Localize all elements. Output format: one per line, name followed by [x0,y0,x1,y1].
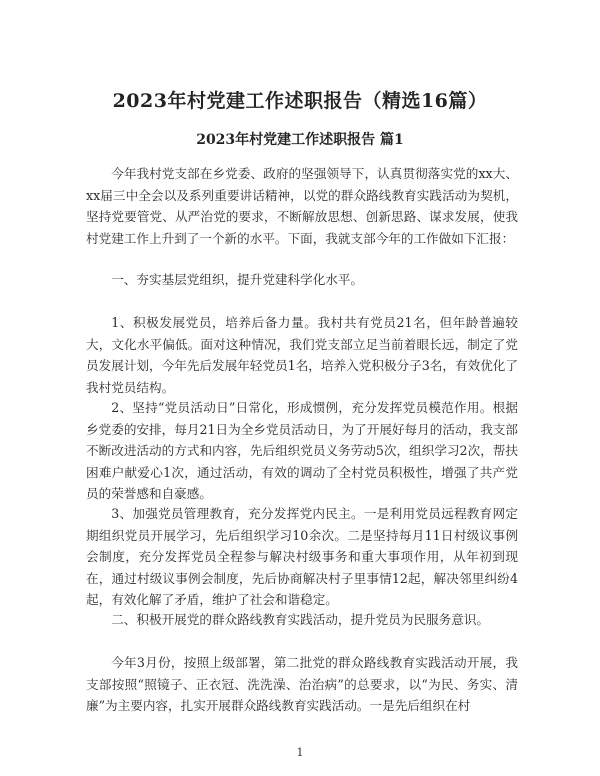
paragraph-march: 今年3月份，按照上级部署，第二批党的群众路线教育实践活动开展，我支部按照“照镜子、正衣冠、洗洗澡、治治病”的总要求，以“为民、务实、清廉”为主要内容，扎实开展群众路线教育实践活动。一是先后组织在村 [86,655,518,713]
page-number: 1 [296,746,304,759]
paragraph-item-3: 3、加强党员管理教育，充分发挥党内民主。一是利用党员远程教育网定期组织党员开展学习，先后组织学习10余次。二是坚持每月11日村级议事例会制度，充分发挥党员全程参与解决村级事务和重大事项作用，从年初到现在，通过村级议事例会制度，先后协商解决村子里事情12起，解决邻里纠纷4起，有效化解了矛盾，维护了社会和谐稳定。 [86,506,518,607]
paragraph-item-1: 1、积极发展党员，培养后备力量。我村共有党员21名，但年龄普遍较大，文化水平偏低。面对这种情况，我们党支部立足当前着眼长远，制定了党员发展计划，今年先后发展年轻党员1名，培养入党积极分子3名，有效优化了我村党员结构。 [86,315,518,395]
document-title: 2023年村党建工作述职报告（精选16篇） [112,90,488,112]
paragraph-heading-one: 一、夯实基层党组织，提升党建科学化水平。 [111,272,364,287]
section-title: 2023年村党建工作述职报告 篇1 [196,132,404,148]
paragraph-heading-two: 二、积极开展党的群众路线教育实践活动，提升党员为民服务意识。 [111,612,489,627]
paragraph-intro: 今年我村党支部在乡党委、政府的坚强领导下，认真贯彻落实党的xx大、xx届三中全会以及系列重要讲话精神，以党的群众路线教育实践活动为契机，坚持党要管党、从严治党的要求，不断解放思想、创新思路、谋求发展，使我村党建工作上升到了一个新的水平。下面，我就支部今年的工作做如下汇报： [86,166,518,246]
paragraph-item-2: 2、坚持“党员活动日”日常化，形成惯例，充分发挥党员模范作用。根据乡党委的安排，每月21日为全乡党员活动日，为了开展好每月的活动，我支部不断改进活动的方式和内容，先后组织党员义务劳动5次，组织学习2次，帮扶困难户献爱心1次，通过活动，有效的调动了全村党员积极性，增强了共产党员的荣誉感和自豪感。 [86,400,518,501]
